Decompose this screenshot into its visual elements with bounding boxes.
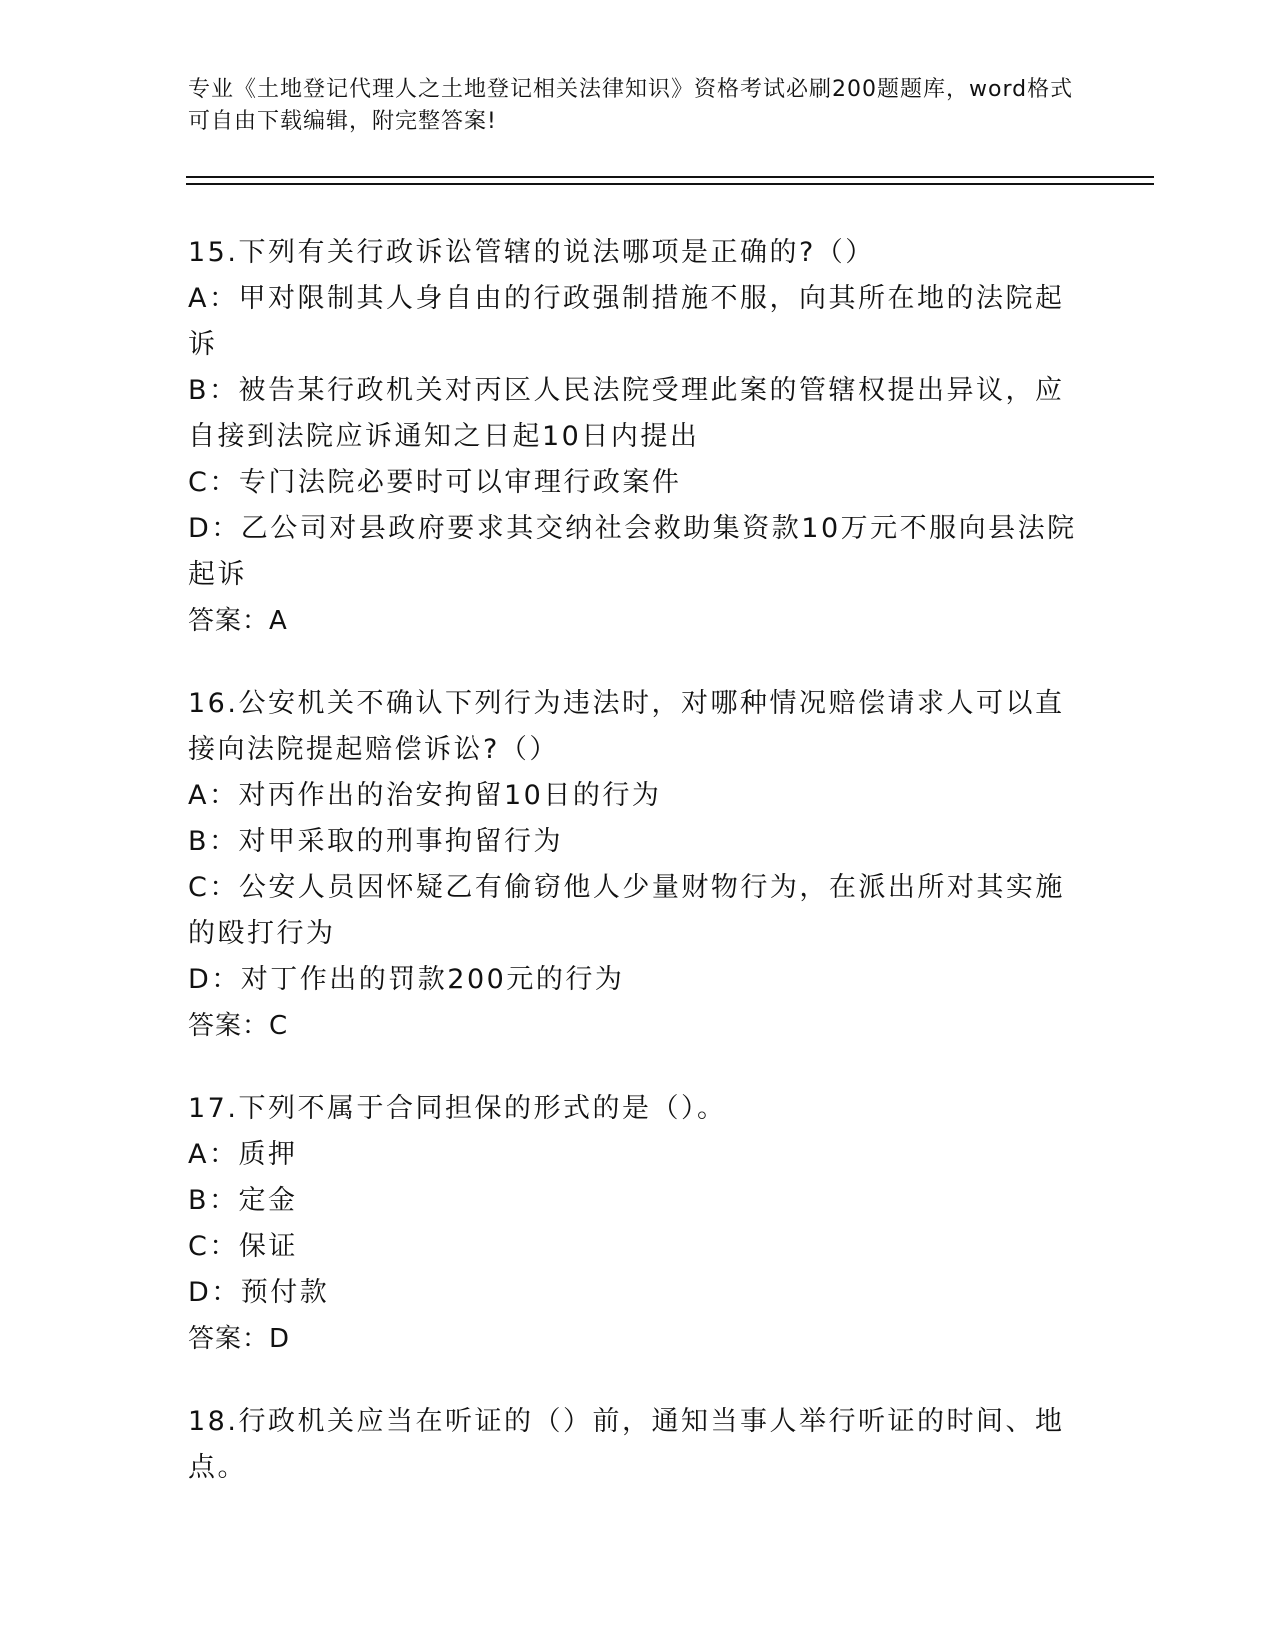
question-18 (188, 1399, 1088, 1491)
option-d: D：对丁作出的罚款200元的行为 (188, 964, 625, 995)
option-a: A：甲对限制其人身自由的行政强制措施不服，向其所在地的法院起诉 (188, 283, 1065, 360)
question-17 (188, 1086, 1088, 1362)
header-divider-bottom (186, 183, 1154, 185)
question-stem: 18.行政机关应当在听证的（）前，通知当事人举行听证的时间、地点。 (188, 1406, 1065, 1483)
document-intro: 专业《土地登记代理人之土地登记相关法律知识》资格考试必刷200题题库，word格式可自由下载编辑，附完整答案! (188, 77, 1074, 134)
option-d: D：预付款 (188, 1277, 330, 1308)
answer: 答案：C (188, 1011, 289, 1041)
question-list (188, 230, 1088, 1528)
question-stem: 16.公安机关不确认下列行为违法时，对哪种情况赔偿请求人可以直接向法院提起赔偿诉讼?（） (188, 688, 1065, 765)
question-stem: 15.下列有关行政诉讼管辖的说法哪项是正确的?（） (188, 237, 875, 268)
option-a: A：质押 (188, 1139, 298, 1170)
answer: 答案：D (188, 1324, 291, 1354)
option-c: C：专门法院必要时可以审理行政案件 (188, 467, 682, 498)
question-stem: 17.下列不属于合同担保的形式的是（）。 (188, 1093, 727, 1124)
option-b: B：被告某行政机关对丙区人民法院受理此案的管辖权提出异议，应自接到法院应诉通知之日起10日内提出 (188, 375, 1065, 452)
option-a: A：对丙作出的治安拘留10日的行为 (188, 780, 662, 811)
header-divider-top (186, 176, 1154, 178)
answer: 答案：A (188, 606, 288, 636)
question-15 (188, 230, 1088, 644)
option-c: C：保证 (188, 1231, 298, 1262)
option-c: C：公安人员因怀疑乙有偷窃他人少量财物行为，在派出所对其实施的殴打行为 (188, 872, 1065, 949)
option-b: B：对甲采取的刑事拘留行为 (188, 826, 564, 857)
option-b: B：定金 (188, 1185, 298, 1216)
option-d: D：乙公司对县政府要求其交纳社会救助集资款10万元不服向县法院起诉 (188, 513, 1077, 590)
question-16 (188, 681, 1088, 1049)
